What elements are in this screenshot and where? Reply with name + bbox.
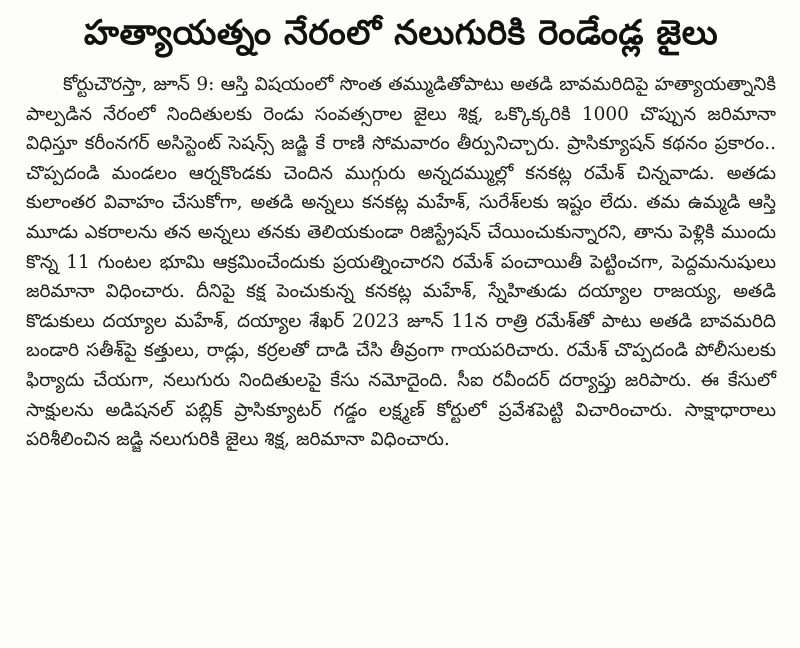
article-body: కోర్టుచౌరస్తా, జూన్ 9: ఆస్తి విషయంలో సొంత తమ్ముడితోపాటు అతడి బావమరిదిపై హత్యాయత్నానికి పాల్పడిన నేరంలో నిందితులకు రెండు సంవత్సరాల జైలు శిక్ష, ఒక్కొక్కరికి 1000 చొప్పున జరిమానా విధిస్తూ కరీంనగర్ అసిస్టెంట్ సెషన్స్ జడ్జి కే రాణి సోమవారం తీర్పునిచ్చారు. ప్రాసిక్యూషన్ కథనం ప్రకారం.. చొప్పదండి మండలం ఆర్నకొండకు చెందిన ముగ్గురు అన్నదమ్ముల్లో కనకట్ల రమేశ్ చిన్నవాడు. అతడు కులాంతర వివాహం చేసుకోగా, అతడి అన్నలు కనకట్ల మహేశ్, సురేశ్‌లకు ఇష్టం లేదు. తమ ఉమ్మడి ఆస్తి మూడు ఎకరాలను తన అన్నలు తనకు తెలియకుండా రిజిస్ట్రేషన్ చేయించుకున్నారని, తాను పెళ్లికి ముందు కొన్న 11 గుంటల భూమి ఆక్రమించేందుకు ప్రయత్నించారని రమేశ్ పంచాయితీ పెట్టించగా, పెద్దమనుషులు జరిమానా విధించారు. దీనిపై కక్ష పెంచుకున్న కనకట్ల మహేశ్, స్నేహితుడు దయ్యాల రాజయ్య, అతడి కొడుకులు దయ్యాల మహేశ్, దయ్యాల శేఖర్ 2023 జూన్ 11న రాత్రి రమేశ్‌తో పాటు అతడి బావమరిది బండారి సతీశ్‌పై కత్తులు, రాడ్లు, కర్రలతో దాడి చేసి తీవ్రంగా గాయపరిచారు. రమేశ్ చొప్పదండి పోలీసులకు ఫిర్యాదు చేయగా, నలుగురు నిందితులపై కేసు నమోదైంది. సీఐ రవీందర్ దర్యాప్తు జరిపారు. ఈ కేసులో సాక్షులను అడిషనల్ పబ్లిక్ ప్రాసిక్యూటర్ గడ్డం లక్ష్మణ్ కోర్టులో ప్రవేశపెట్టి విచారించారు. సాక్షాధారాలు పరిశీలించిన జడ్జి నలుగురికి జైలు శిక్ష, జరిమానా విధించారు. <box>26 74 776 451</box>
article-headline: హత్యాయత్నం నేరంలో నలుగురికి రెండేండ్ల జైలు <box>83 13 719 53</box>
clipping-edge <box>0 640 800 648</box>
